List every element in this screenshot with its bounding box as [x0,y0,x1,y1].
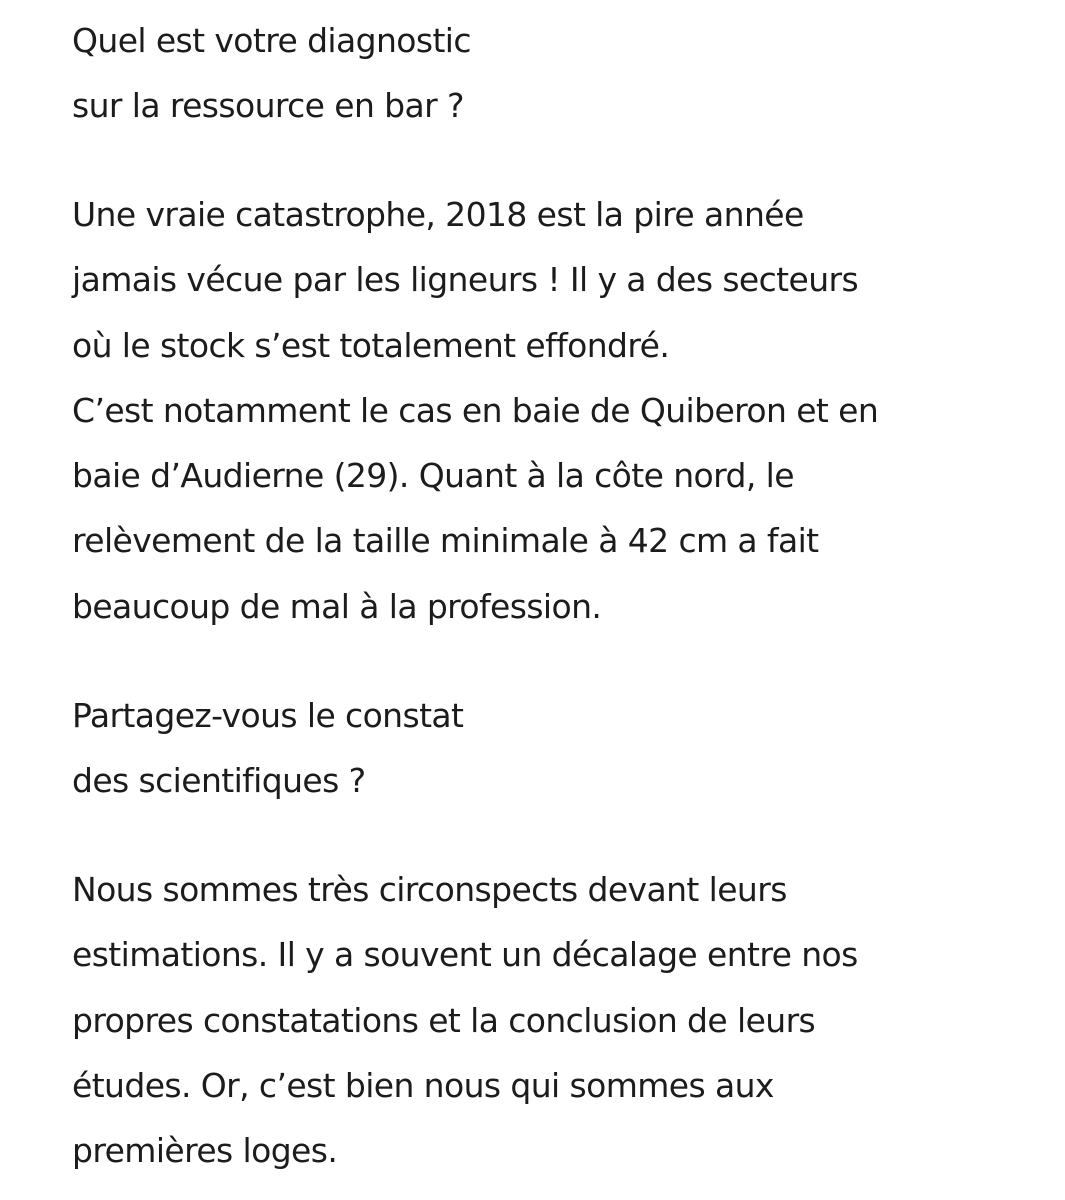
question-1-line-1: Quel est votre diagnostic [72,21,471,60]
answer-2-line-2: estimations. Il y a souvent un décalage entre nos [72,935,858,974]
answer-1-line-1: Une vraie catastrophe, 2018 est la pire année [72,195,804,234]
answer-1-line-5: baie d’Audierne (29). Quant à la côte nord, le [72,456,794,495]
question-1-line-2: sur la ressource en bar ? [72,86,464,125]
answer-2-line-4: études. Or, c’est bien nous qui sommes aux [72,1066,774,1105]
question-2-line-1: Partagez-vous le constat [72,696,464,735]
answer-2-line-3: propres constatations et la conclusion de leurs [72,1001,816,1040]
answer-1-line-4: C’est notamment le cas en baie de Quiberon et en [72,391,879,430]
question-2-line-2: des scientifiques ? [72,761,366,800]
answer-1-line-2: jamais vécue par les ligneurs ! Il y a des secteurs [72,260,859,299]
answer-1-line-3: où le stock s’est totalement effondré. [72,326,670,365]
answer-1-line-6: relèvement de la taille minimale à 42 cm a fait [72,521,819,560]
answer-1-line-7: beaucoup de mal à la profession. [72,587,602,626]
answer-2-line-5: premières loges. [72,1131,338,1170]
answer-2-line-1: Nous sommes très circonspects devant leurs [72,870,787,909]
